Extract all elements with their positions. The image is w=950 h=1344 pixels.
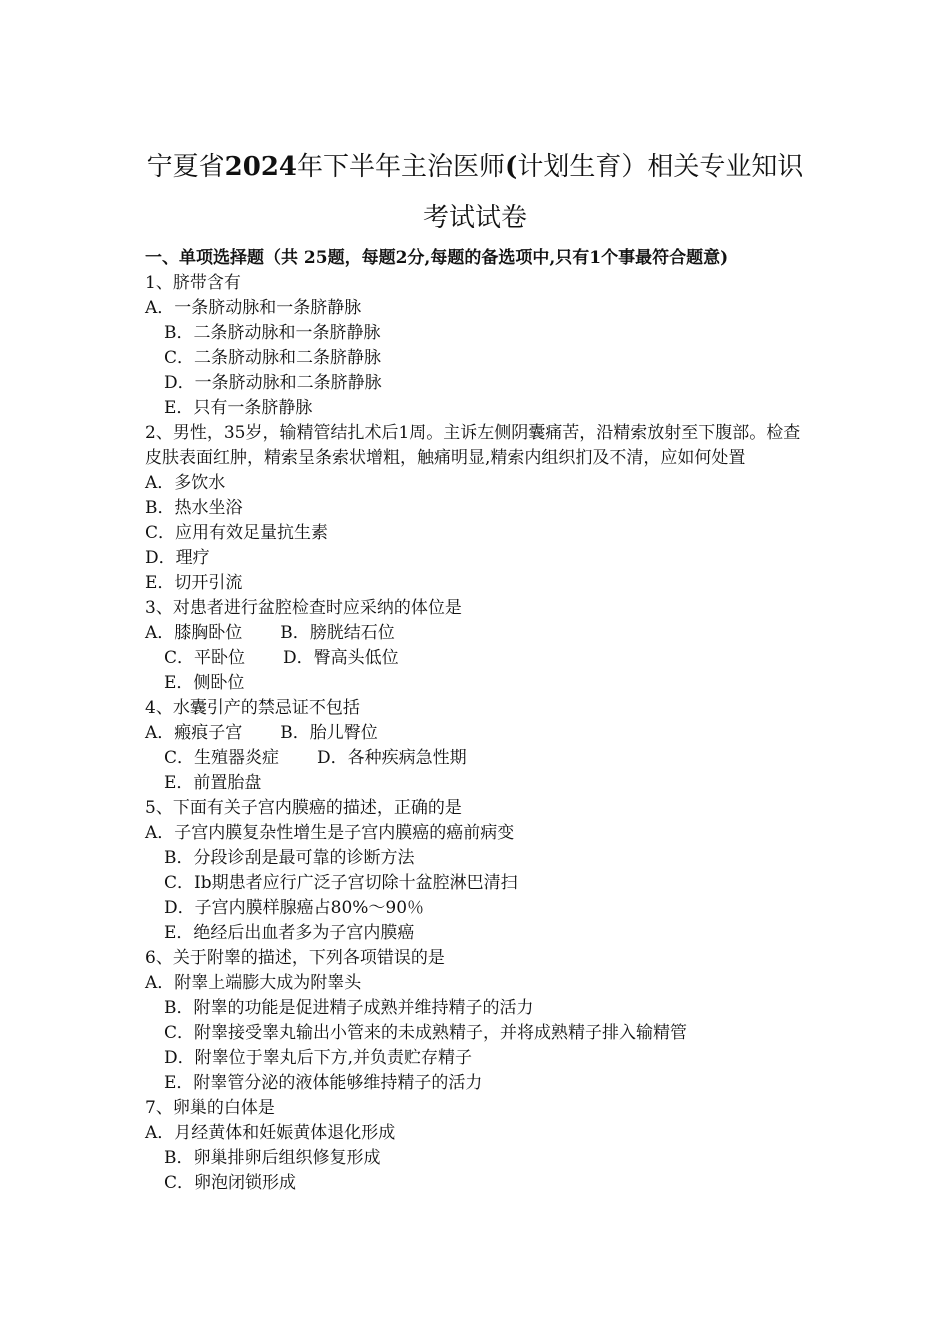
question-4-option-b: B．胎儿臀位	[280, 723, 378, 743]
document-title-line-1	[0, 152, 950, 182]
question-3-option-d: D．臀高头低位	[283, 648, 399, 668]
question-1-option-a: A．一条脐动脉和一条脐静脉	[145, 298, 362, 318]
question-2-option-a: A．多饮水	[145, 473, 226, 493]
title-part-term: 年下半年主治医师	[297, 152, 506, 182]
question-1-option-e: E．只有一条脐静脉	[164, 398, 313, 418]
question-2-option-c: C．应用有效足量抗生素	[145, 523, 329, 543]
question-4-options-cd	[145, 746, 815, 771]
question-5-option-a: A．子宫内膜复杂性增生是子宫内膜癌的癌前病变	[145, 823, 515, 843]
question-1-stem: 1、脐带含有	[145, 273, 241, 293]
question-2-option-e: E．切开引流	[145, 573, 243, 593]
question-3-option-b: B．膀胱结石位	[280, 623, 395, 643]
title-part-year: 2024	[224, 152, 298, 182]
question-3-option-e: E．侧卧位	[164, 673, 245, 693]
question-3-stem: 3、对患者进行盆腔检查时应采纳的体位是	[145, 598, 462, 618]
document-title-line-2: 考试试卷	[422, 203, 527, 233]
question-list	[145, 246, 815, 1196]
question-4-option-a: A．瘢痕子宫	[145, 723, 243, 743]
question-6-option-b: B．附睾的功能是促进精子成熟并维持精子的活力	[164, 998, 534, 1018]
question-6-stem: 6、关于附睾的描述，下列各项错误的是	[145, 948, 445, 968]
question-7-stem: 7、卵巢的白体是	[145, 1098, 275, 1118]
question-7-option-c: C．卵泡闭锁形成	[164, 1173, 297, 1193]
title-part-province: 宁夏省	[146, 152, 225, 182]
title-part-paren: (	[505, 152, 518, 182]
question-4-stem: 4、水囊引产的禁忌证不包括	[145, 698, 360, 718]
section-heading: 一、单项选择题（共 25题，每题2分,每题的备选项中,只有1个事最符合题意)	[145, 248, 729, 268]
question-3-option-a: A．膝胸卧位	[145, 623, 243, 643]
question-4-option-e: E．前置胎盘	[164, 773, 262, 793]
question-2-option-d: D．理疗	[145, 548, 210, 568]
question-5-option-e: E．绝经后出血者多为子宫内膜癌	[164, 923, 415, 943]
question-6-option-d: D．附睾位于睾丸后下方,并负责贮存精子	[164, 1048, 473, 1068]
question-6-option-c: C．附睾接受睾丸输出小管来的未成熟精子，并将成熟精子排入输精管	[164, 1023, 688, 1043]
question-4-options-ab	[145, 721, 815, 746]
question-1-option-d: D．一条脐动脉和二条脐静脉	[164, 373, 382, 393]
question-3-options-cd	[145, 646, 815, 671]
question-6-option-e: E．附睾管分泌的液体能够维持精子的活力	[164, 1073, 483, 1093]
question-4-option-d: D．各种疾病急性期	[317, 748, 467, 768]
question-3-options-ab	[145, 621, 815, 646]
question-1-option-b: B．二条脐动脉和一条脐静脉	[164, 323, 381, 343]
question-5-stem: 5、下面有关子宫内膜癌的描述，正确的是	[145, 798, 462, 818]
question-5-option-d: D．子宫内膜样腺癌占80%～90％	[164, 898, 425, 918]
question-5-option-b: B．分段诊刮是最可靠的诊断方法	[164, 848, 415, 868]
question-2-option-b: B．热水坐浴	[145, 498, 243, 518]
question-6-option-a: A．附睾上端膨大成为附睾头	[145, 973, 362, 993]
question-3-option-c: C．平卧位	[164, 648, 246, 668]
question-7-option-a: A．月经黄体和妊娠黄体退化形成	[145, 1123, 396, 1143]
question-2-stem: 2、男性，35岁，输精管结扎术后1周。主诉左侧阴囊痛苦，沿精索放射至下腹部。检查皮肤表面红肿，精索呈条索状增粗，触痛明显,精索内组织扪及不清，应如何处置	[145, 423, 801, 468]
title-part-subject: 计划生育）相关专业知识	[517, 152, 804, 182]
question-5-option-c: C．Ⅰb期患者应行广泛子宫切除十盆腔淋巴清扫	[164, 873, 518, 893]
question-4-option-c: C．生殖器炎症	[164, 748, 280, 768]
question-1-option-c: C．二条脐动脉和二条脐静脉	[164, 348, 382, 368]
question-7-option-b: B．卵巢排卵后组织修复形成	[164, 1148, 381, 1168]
